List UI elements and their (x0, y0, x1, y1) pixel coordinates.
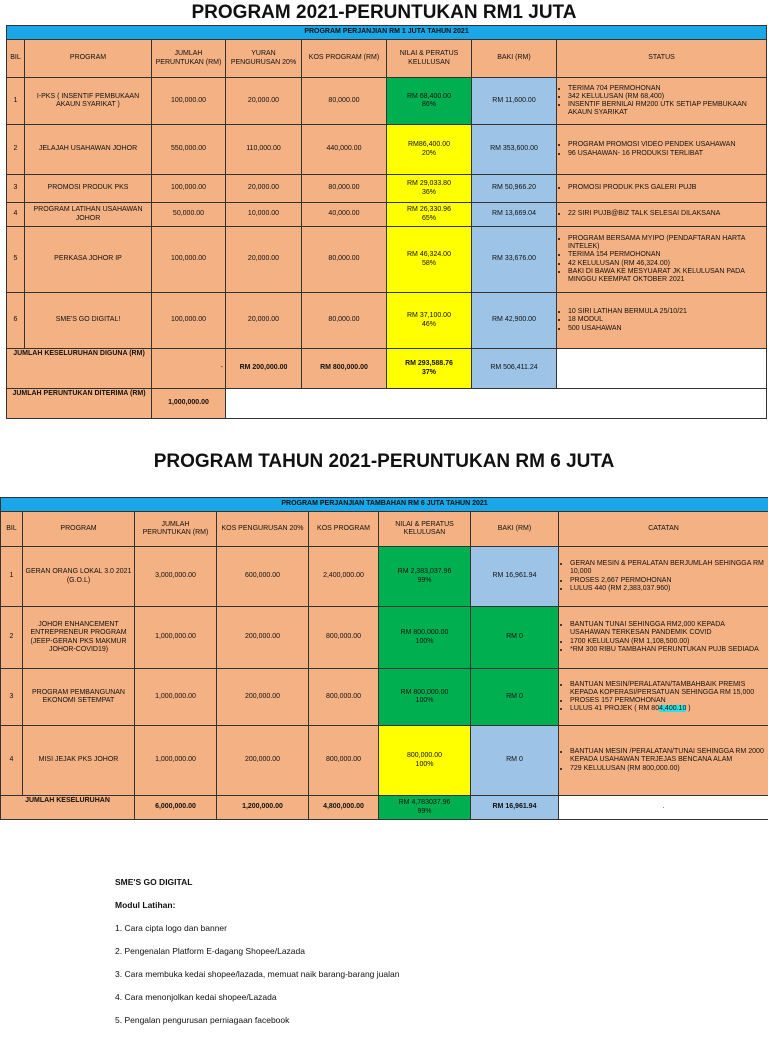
row-nilai: RM 800,000.00 100% (379, 669, 471, 726)
row-baki: RM 33,676.00 (472, 227, 557, 293)
header-program: PROGRAM (25, 40, 152, 78)
table-row (7, 175, 767, 203)
notes-section (115, 877, 399, 1038)
row-yuran: 10,000.00 (226, 203, 302, 227)
total-note: . (559, 796, 768, 820)
row-yuran: 110,000.00 (226, 125, 302, 175)
header-bil: BIL (7, 40, 25, 78)
row-jumlah: 1,000,000.00 (135, 726, 217, 796)
table2-band: PROGRAM PERJANJIAN TAMBAHAN RM 6 JUTA TAHUN 2021 (1, 498, 768, 512)
row-yuran: 200,000.00 (217, 607, 309, 669)
table1-header-row (7, 40, 767, 78)
row-jumlah: 100,000.00 (152, 227, 226, 293)
row-nilai: RM 2,383,037.96 99% (379, 547, 471, 607)
list-item: 3. Cara membuka kedai shopee/lazada, memuat naik barang-barang jualan (115, 969, 399, 979)
row-kos: 80,000.00 (302, 78, 387, 125)
table1-title: PROGRAM 2021-PERUNTUKAN RM1 JUTA (0, 2, 768, 24)
header-nilai: NILAI & PERATUS KELULUSAN (379, 512, 471, 547)
row-kos: 440,000.00 (302, 125, 387, 175)
header-program: PROGRAM (23, 512, 135, 547)
row-baki: RM 0 (471, 726, 559, 796)
total-yuran: 1,200,000.00 (217, 796, 309, 820)
header-jumlah: JUMLAH PERUNTUKAN (RM) (135, 512, 217, 547)
row-yuran: 20,000.00 (226, 78, 302, 125)
total-nilai: RM 4,783037.96 99% (379, 796, 471, 820)
received-value: 1,000,000.00 (152, 389, 226, 419)
total-nilai: RM 293,588.76 37% (387, 349, 472, 389)
total-baki: RM 506,411.24 (472, 349, 557, 389)
row-program: PROMOSI PRODUK PKS (25, 175, 152, 203)
header-nilai: NILAI & PERATUS KELULUSAN (387, 40, 472, 78)
total-yuran: RM 200,000.00 (226, 349, 302, 389)
row-kos: 800,000.00 (309, 726, 379, 796)
row-jumlah: 550,000.00 (152, 125, 226, 175)
table-row (1, 726, 768, 796)
row-program: PERKASA JOHOR IP (25, 227, 152, 293)
table2-header-row (1, 512, 768, 547)
table1-band: PROGRAM PERJANJIAN RM 1 JUTA TAHUN 2021 (7, 26, 767, 40)
header-jumlah: JUMLAH PERUNTUKAN (RM) (152, 40, 226, 78)
row-yuran: 20,000.00 (226, 175, 302, 203)
row-yuran: 200,000.00 (217, 669, 309, 726)
total-jumlah: 6,000,000.00 (135, 796, 217, 820)
total-kos: 4,800,000.00 (309, 796, 379, 820)
row-program: PROGRAM PEMBANGUNAN EKONOMI SETEMPAT (23, 669, 135, 726)
header-catatan: CATATAN (559, 512, 768, 547)
row-program: JELAJAH USAHAWAN JOHOR (25, 125, 152, 175)
header-baki: BAKI (RM) (471, 512, 559, 547)
row-status: • 10 SIRI LATIHAN BERMULA 25/10/21 • 18 MODUL • 500 USAHAWAN (557, 293, 767, 349)
table-row (7, 227, 767, 293)
row-kos: 2,400,000.00 (309, 547, 379, 607)
table1 (6, 25, 767, 419)
row-bil: 1 (1, 547, 23, 607)
total-label: JUMLAH KESELURUHAN DIGUNA (RM) (7, 349, 152, 389)
header-yuran: YURAN PENGURUSAN 20% (226, 40, 302, 78)
row-status: • PROMOSI PRODUK PKS GALERI PUJB (557, 175, 767, 203)
total-label: JUMLAH KESELURUHAN (1, 796, 135, 820)
header-kos: KOS PROGRAM (309, 512, 379, 547)
row-kos: 80,000.00 (302, 175, 387, 203)
row-program: JOHOR ENHANCEMENT ENTREPRENEUR PROGRAM (JEEP-GERAN PKS MAKMUR JOHOR-COVID19) (23, 607, 135, 669)
row-program: PROGRAM LATIHAN USAHAWAN JOHOR (25, 203, 152, 227)
row-kos: 800,000.00 (309, 669, 379, 726)
row-status: • 22 SIRI PUJB@BIZ TALK SELESAI DILAKSANA (557, 203, 767, 227)
row-catatan: • GERAN MESIN & PERALATAN BERJUMLAH SEHINGGA RM 10,000 • PROSES 2,667 PERMOHONAN • LULUS 440 (RM 2,383,037.960) (559, 547, 768, 607)
row-nilai: RM 26,330.96 65% (387, 203, 472, 227)
row-jumlah: 1,000,000.00 (135, 669, 217, 726)
row-catatan: • BANTUAN MESIN /PERALATAN/TUNAI SEHINGGA RM 2000 KEPADA USAHAWAN TERJEJAS BENCANA ALAM • 729 KELULUSAN (RM 800,000.00) (559, 726, 768, 796)
row-jumlah: 50,000.00 (152, 203, 226, 227)
row-status: • PROGRAM BERSAMA MYIPO (PENDAFTARAN HARTA INTELEK) • TERIMA 154 PERMOHONAN • 42 KELULUSAN (RM 46,324.00) • BAKI DI BAWA KE MESYUARAT JK KELULUSAN PADA MINGGU KEEMPAT OKTOBER 2021 (557, 227, 767, 293)
row-baki: RM 13,669.04 (472, 203, 557, 227)
row-baki: RM 16,961.94 (471, 547, 559, 607)
row-nilai: RM 68,400.00 86% (387, 78, 472, 125)
table-row (1, 547, 768, 607)
header-bil: BIL (1, 512, 23, 547)
row-nilai: RM 46,324.00 58% (387, 227, 472, 293)
row-nilai: RM86,400.00 20% (387, 125, 472, 175)
row-baki: RM 11,600.00 (472, 78, 557, 125)
row-yuran: 600,000.00 (217, 547, 309, 607)
row-bil: 2 (7, 125, 25, 175)
total-kos: RM 800,000.00 (302, 349, 387, 389)
notes-subtitle: Modul Latihan: (115, 900, 399, 910)
row-status: • PROGRAM PROMOSI VIDEO PENDEK USAHAWAN • 96 USAHAWAN- 16 PRODUKSI TERLIBAT (557, 125, 767, 175)
table1-total-row (7, 349, 767, 389)
row-yuran: 200,000.00 (217, 726, 309, 796)
row-jumlah: 100,000.00 (152, 175, 226, 203)
row-baki: RM 50,966.20 (472, 175, 557, 203)
row-kos: 40,000.00 (302, 203, 387, 227)
row-catatan: • BANTUAN MESIN/PERALATAN/TAMBAHBAIK PREMIS KEPADA KOPERASI/PERSATUAN SEHINGGA RM 15,000 • PROSES 157 PERMOHONAN • LULUS 41 PROJEK ( RM 804,400.10 ) (559, 669, 768, 726)
table2-total-row (1, 796, 768, 820)
list-item: 1. Cara cipta logo dan banner (115, 923, 399, 933)
row-bil: 3 (7, 175, 25, 203)
row-bil: 5 (7, 227, 25, 293)
row-program: MISI JEJAK PKS JOHOR (23, 726, 135, 796)
header-status: STATUS (557, 40, 767, 78)
table-row (1, 607, 768, 669)
row-kos: 800,000.00 (309, 607, 379, 669)
row-program: SME'S GO DIGITAL! (25, 293, 152, 349)
table-row (7, 293, 767, 349)
row-program: GERAN ORANG LOKAL 3.0 2021 (G.O.L) (23, 547, 135, 607)
row-bil: 4 (7, 203, 25, 227)
row-yuran: 20,000.00 (226, 293, 302, 349)
table-row (7, 203, 767, 227)
row-bil: 2 (1, 607, 23, 669)
row-nilai: RM 800,000.00 100% (379, 607, 471, 669)
received-label: JUMLAH PERUNTUKAN DITERIMA (RM) (7, 389, 152, 419)
total-baki: RM 16,961.94 (471, 796, 559, 820)
row-jumlah: 3,000,000.00 (135, 547, 217, 607)
row-bil: 1 (7, 78, 25, 125)
header-baki: BAKI (RM) (472, 40, 557, 78)
header-kos: KOS PROGRAM (RM) (302, 40, 387, 78)
table1-received-row (7, 389, 767, 419)
list-item: 5. Pengalan pengurusan perniagaan facebook (115, 1015, 399, 1025)
row-bil: 4 (1, 726, 23, 796)
list-item: 2. Pengenalan Platform E-dagang Shopee/Lazada (115, 946, 399, 956)
table-row (7, 78, 767, 125)
header-kos-pengurusan: KOS PENGURUSAN 20% (217, 512, 309, 547)
row-baki: RM 0 (471, 669, 559, 726)
row-jumlah: 1,000,000.00 (135, 607, 217, 669)
table2-title: PROGRAM TAHUN 2021-PERUNTUKAN RM 6 JUTA (0, 451, 768, 473)
row-nilai: 800,000.00 100% (379, 726, 471, 796)
row-jumlah: 100,000.00 (152, 78, 226, 125)
row-nilai: RM 29,033.80 36% (387, 175, 472, 203)
row-catatan: • BANTUAN TUNAI SEHINGGA RM2,000 KEPADA USAHAWAN TERKESAN PANDEMIK COVID • 1700 KELULUSAN (RM 1,108,500.00) • *RM 300 RIBU TAMBAHAN PERUNTUKAN PUJB SEDIADA (559, 607, 768, 669)
table-row (7, 125, 767, 175)
row-kos: 80,000.00 (302, 293, 387, 349)
row-kos: 80,000.00 (302, 227, 387, 293)
row-baki: RM 353,600.00 (472, 125, 557, 175)
row-baki: RM 42,900.00 (472, 293, 557, 349)
row-status: • TERIMA 704 PERMOHONAN • 342 KELULUSAN (RM 68,400) • INSENTIF BERNILAI RM200 UTK SETIAP PEMBUKAAN AKAUN SYARIKAT (557, 78, 767, 125)
row-program: I-PKS ( INSENTIF PEMBUKAAN AKAUN SYARIKAT ) (25, 78, 152, 125)
total-jumlah: - (152, 349, 226, 389)
row-bil: 3 (1, 669, 23, 726)
list-item: 4. Cara menonjolkan kedai shopee/Lazada (115, 992, 399, 1002)
row-jumlah: 100,000.00 (152, 293, 226, 349)
row-baki: RM 0 (471, 607, 559, 669)
table-row (1, 669, 768, 726)
row-bil: 6 (7, 293, 25, 349)
notes-title: SME'S GO DIGITAL (115, 877, 399, 887)
row-nilai: RM 37,100.00 46% (387, 293, 472, 349)
row-yuran: 20,000.00 (226, 227, 302, 293)
table2 (0, 497, 768, 820)
